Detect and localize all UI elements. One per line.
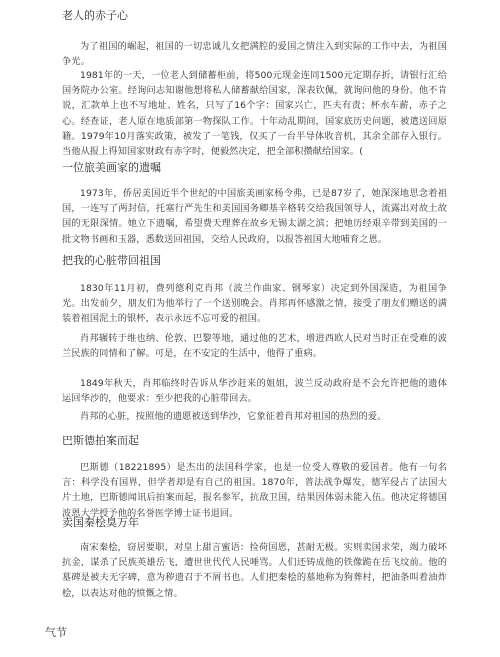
section-title: 巴斯德拍案而起 <box>62 434 139 447</box>
paragraph: 1981年的一天，一位老人到储蓄柜前，将500元现金连同1500元定期存折，请银行汇给国务院办公室。经询问志知谢他想将私人储蓄献给国家，深表钦佩，就询问他的身份。他不肯说，汇款单上也不写地址、姓名，只写了16个字：国家兴亡，匹夫有责；杯水车薪，赤子之心。经查证，老人原在地质部第一物探队工作。十年动乱期间，国家底历史问题，被遣送回原籍。1979年10月落实政策，被发了一笔钱，仅买了一台半导体收音机，其余全部存入银行。当他从报上得知国家财政有赤字时，便毅然决定，把全部积攒献给国家。( <box>62 70 447 158</box>
section-title: 卖国秦桧臭万年 <box>62 516 139 529</box>
paragraph: 巴斯德（18221895）是杰出的法国科学家，也是一位受人尊敬的爱国者。他有一句名言：科学没有国界，但学者却是有自己的祖国。1870年，普法战争爆发，德军侵占了法国大片土地，巴斯德闻讯后拍案而起，报名参军，抗敌卫国，结果因体弱未能入伍。他决定将德国波恩大学授予他的名誉医学博士证书退回。 <box>62 462 447 519</box>
paragraph: 肖邦的心脏，按照他的遗愿被送到华沙，它象征着肖邦对祖国的热烈的爱。 <box>80 411 387 422</box>
section-title: 老人的赤子心 <box>62 9 128 22</box>
paragraph: 为了祖国的崛起，祖国的一切忠诚儿女把满腔的爱国之情注入到实际的工作中去，为祖国争光。 <box>62 41 447 68</box>
paragraph: 1973年，侨居美国近半个世纪的中国旅美画家杨令弗，已是87岁了，她深深地思念着祖国，一连写了两封信，托塞行严先生和美国国务卿基辛格转交给我国领导人，流露出对故土故国的无限深情。她立下遗嘱，希望费天理葬在故乡无锡太湖之滨；把她历经艰辛带到美国的一批文物书画和玉器，悉数送回祖国，交给人民政府，以报答祖国大地哺育之恩。 <box>62 188 447 245</box>
paragraph: 南宋秦桧，窃居要职，对皇上甜言蜜语：捡荷国恩，甚耐无极。实则卖国求荣，竭力破坏抗金，谋杀了民族英雄岳飞，遭世世代代人民唾骂。人们还铸成他的铁像跪在岳飞坟前。他的墓碑是被夫无字碑，意为秽遗召于不屑书也。人们把秦桧的墓地称为狗葬村，把油条叫着油炸桧，以表达对他的愤慨之情。 <box>62 542 447 599</box>
section-title: 把我的心脏带回祖国 <box>62 254 161 267</box>
paragraph: 肖邦辗转于维也纳、伦敦、巴黎等地，通过他的艺术，增进西欧人民对当时正在受难的波兰民族的同情和了解。可是，在不安定的生活中，他得了重病。 <box>62 333 447 360</box>
paragraph: 1830年11月初，费列德利克肖邦（波兰作曲家、钢琴家）决定到外国深造，为祖国争光。出发前夕，朋友们为他举行了一个送别晚会。肖邦再怀感激之情，接受了朋友们赠送的满装着祖国泥土的银杯，表示永远不忘可爱的祖国。 <box>62 283 447 325</box>
section-title: 气节 <box>45 626 67 639</box>
paragraph: 1849年秋天，肖邦临终时告诉从华沙赶来的姐姐，波兰反动政府是不会允许把他的遗体运回华沙的，他要求：至少把我的心脏带回去。 <box>62 378 447 405</box>
section-title: 一位旅美画家的遗嘱 <box>62 161 161 174</box>
